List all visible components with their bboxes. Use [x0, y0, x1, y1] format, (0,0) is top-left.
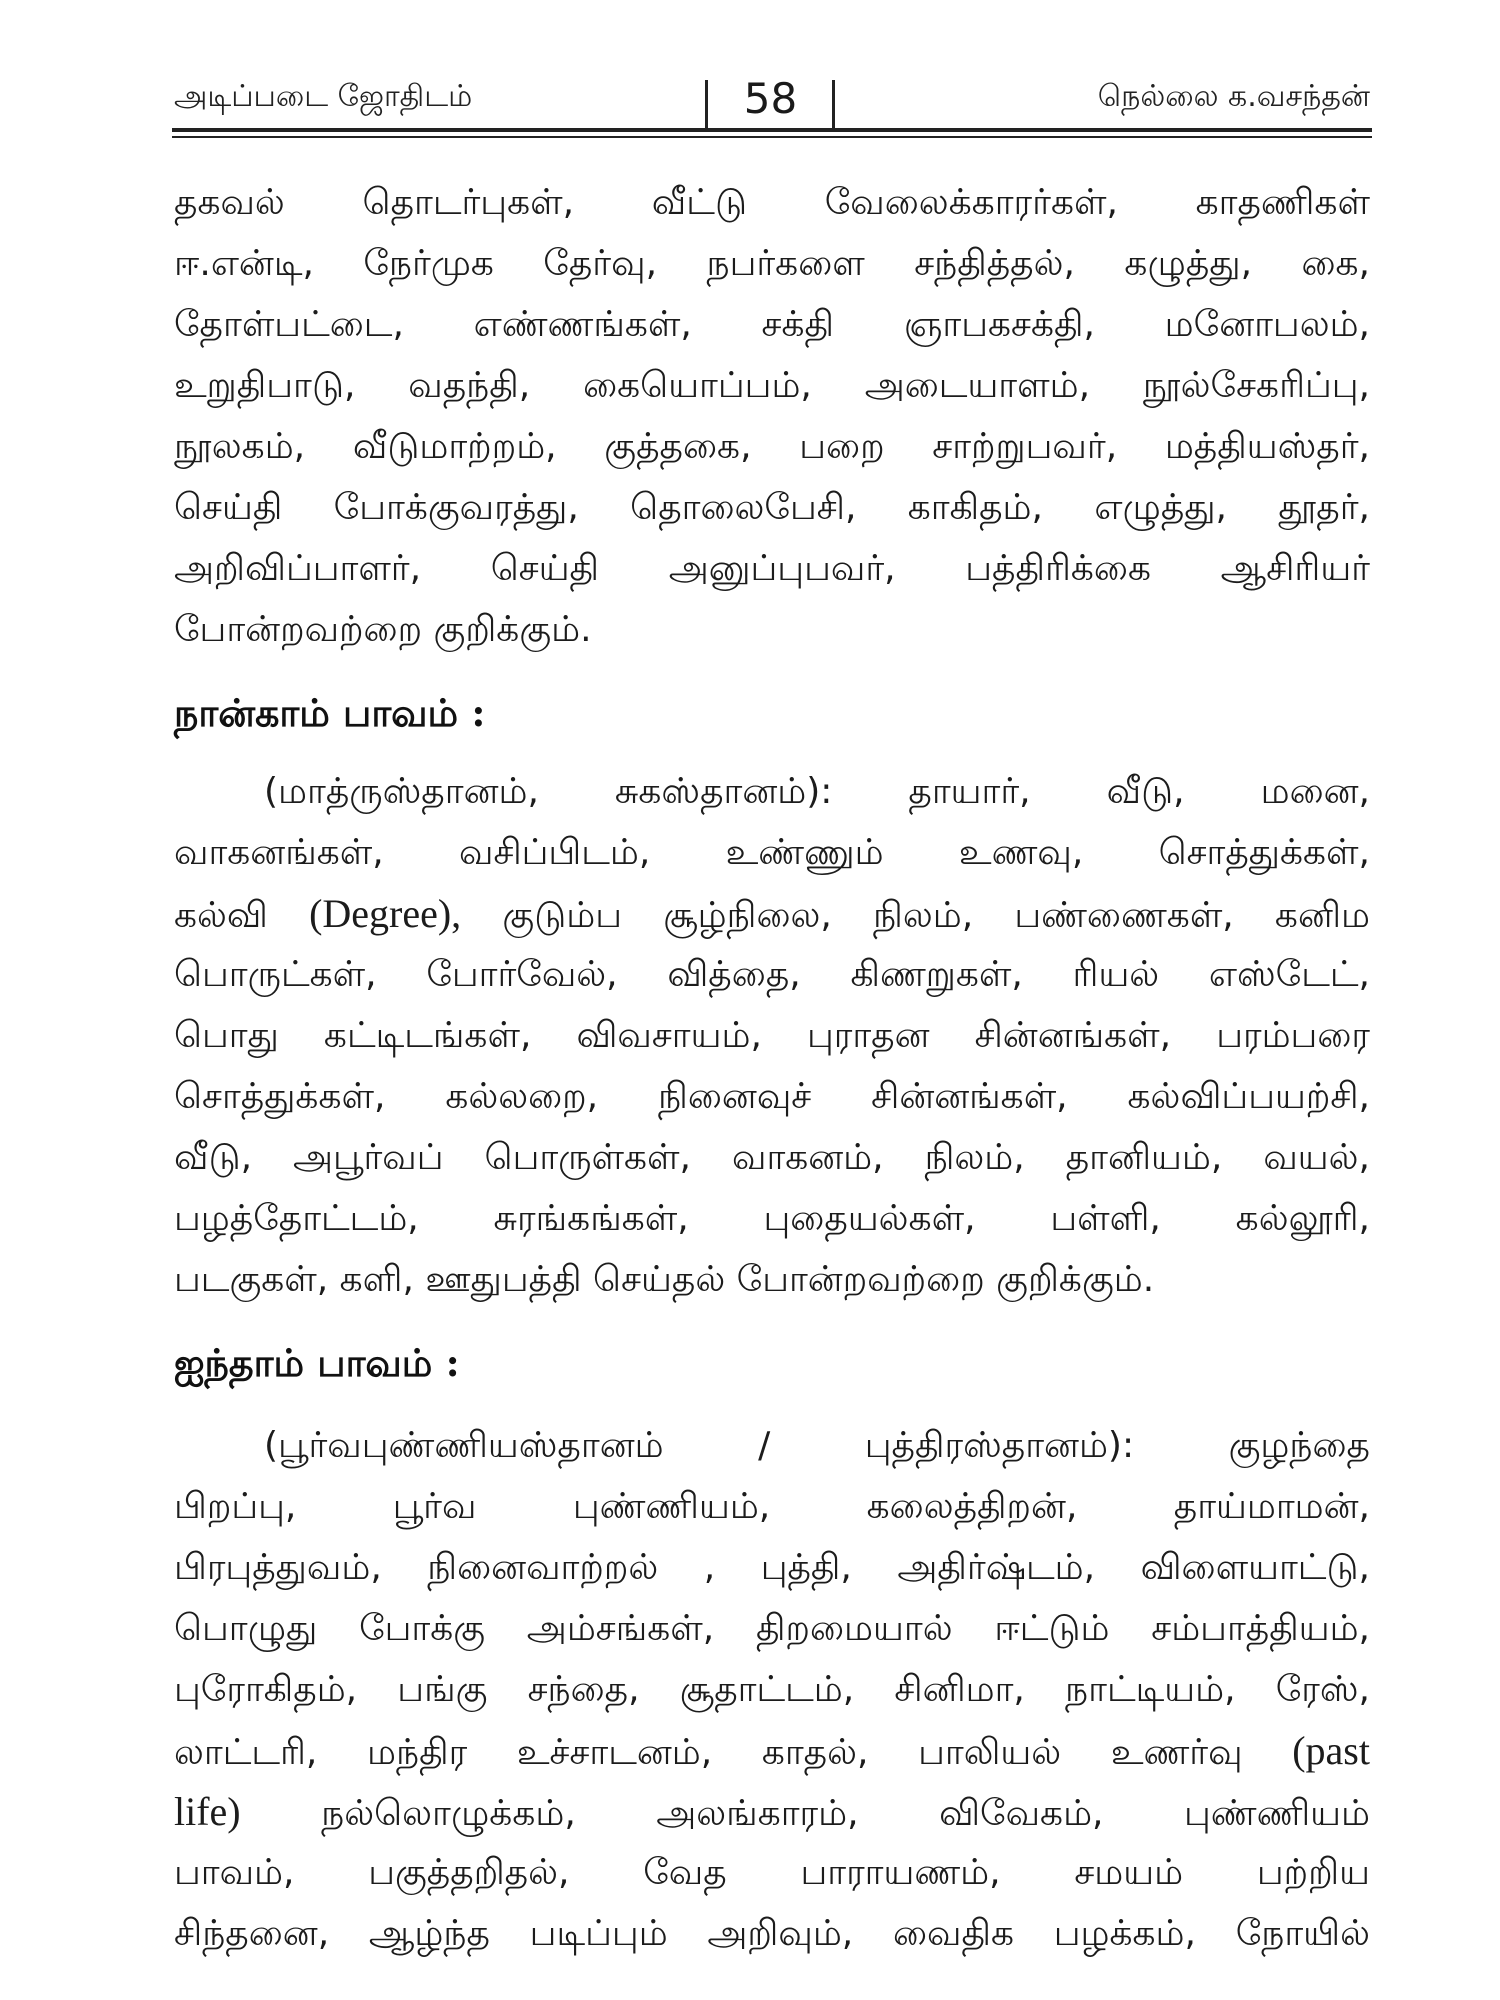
- section-heading: நான்காம் பாவம் :: [174, 690, 486, 735]
- running-title: அடிப்படை ஜோதிடம்: [174, 79, 473, 114]
- text-body: [174, 172, 1370, 1964]
- latin-term: life): [174, 1789, 241, 1834]
- paragraph: [174, 1415, 1370, 1964]
- text-line: வாகனங்கள், வசிப்பிடம், உண்ணும் உணவு, சொத்துக்கள்,: [174, 832, 1370, 873]
- text-line: செய்தி போக்குவரத்து, தொலைபேசி, காகிதம், எழுத்து, தூதர்,: [174, 487, 1370, 528]
- section-heading: ஐந்தாம் பாவம் :: [174, 1340, 460, 1385]
- text-line: அறிவிப்பாளர், செய்தி அனுப்புபவர், பத்திரிக்கை ஆசிரியர்: [174, 548, 1370, 589]
- text-line: படகுகள், களி, ஊதுபத்தி செய்தல் போன்றவற்றை குறிக்கும்.: [174, 1259, 1155, 1300]
- header-rule-thin: [172, 136, 1372, 138]
- text-line: சொத்துக்கள், கல்லறை, நினைவுச் சின்னங்கள், கல்விப்பயற்சி,: [174, 1076, 1370, 1117]
- text-line: பிறப்பு, பூர்வ புண்ணியம், கலைத்திறன், தாய்மாமன்,: [174, 1486, 1370, 1527]
- page-number-bar-right: [832, 80, 835, 128]
- text-line: தகவல் தொடர்புகள், வீட்டு வேலைக்காரர்கள், காதணிகள்: [174, 182, 1370, 223]
- text-line: சிந்தனை, ஆழ்ந்த படிப்பும் அறிவும், வைதிக பழக்கம், நோயில்: [174, 1913, 1370, 1954]
- text-line: போன்றவற்றை குறிக்கும்.: [174, 609, 592, 650]
- text-line: நூலகம், வீடுமாற்றம், குத்தகை, பறை சாற்றுபவர், மத்தியஸ்தர்,: [174, 426, 1370, 467]
- text-line: பொழுது போக்கு அம்சங்கள், திறமையால் ஈட்டும் சம்பாத்தியம்,: [174, 1608, 1370, 1649]
- text-line: (பூர்வபுண்ணியஸ்தானம் / புத்திரஸ்தானம்): குழந்தை: [264, 1425, 1370, 1466]
- page-number: 58: [743, 74, 798, 123]
- text-line: (மாத்ருஸ்தானம், சுகஸ்தானம்): தாயார், வீடு, மனை,: [264, 771, 1370, 812]
- paragraph: [174, 761, 1370, 1310]
- header-rule-thick: [172, 128, 1372, 132]
- text-line: தோள்பட்டை, எண்ணங்கள், சக்தி ஞாபகசக்தி, மனோபலம்,: [174, 304, 1370, 345]
- text-line: உறுதிபாடு, வதந்தி, கையொப்பம், அடையாளம், நூல்சேகரிப்பு,: [174, 365, 1370, 406]
- text-line: பொருட்கள், போர்வேல், வித்தை, கிணறுகள், ரியல் எஸ்டேட்,: [174, 954, 1370, 995]
- text-segment: லாட்டரி, மந்திர உச்சாடனம், காதல், பாலியல் உணர்வு: [174, 1732, 1293, 1773]
- text-line: [174, 883, 1370, 944]
- text-line: பழத்தோட்டம், சுரங்கங்கள், புதையல்கள், பள்ளி, கல்லூரி,: [174, 1198, 1370, 1239]
- author-name: நெல்லை க.வசந்தன்: [1097, 79, 1370, 114]
- text-segment: கல்வி: [174, 895, 310, 936]
- text-line: வீடு, அபூர்வப் பொருள்கள், வாகனம், நிலம், தானியம், வயல்,: [174, 1137, 1370, 1178]
- text-segment: நல்லொழுக்கம், அலங்காரம், விவேகம், புண்ணியம்: [240, 1793, 1370, 1834]
- text-line: புரோகிதம், பங்கு சந்தை, சூதாட்டம், சினிமா, நாட்டியம், ரேஸ்,: [174, 1669, 1370, 1710]
- text-line: பிரபுத்துவம், நினைவாற்றல் , புத்தி, அதிர்ஷ்டம், விளையாட்டு,: [174, 1547, 1370, 1588]
- text-line: [174, 1781, 1370, 1842]
- text-line: பொது கட்டிடங்கள், விவசாயம், புராதன சின்னங்கள், பரம்பரை: [174, 1015, 1370, 1056]
- latin-term: (past: [1292, 1728, 1370, 1773]
- paragraph: [174, 172, 1370, 660]
- text-line: பாவம், பகுத்தறிதல், வேத பாராயணம், சமயம் பற்றிய: [174, 1852, 1370, 1893]
- text-line: [174, 1720, 1370, 1781]
- latin-term: (Degree),: [309, 891, 462, 936]
- text-segment: குடும்ப சூழ்நிலை, நிலம், பண்ணைகள், கனிம: [461, 895, 1370, 936]
- text-line: ஈ.என்டி, நேர்முக தேர்வு, நபர்களை சந்தித்தல், கழுத்து, கை,: [174, 243, 1370, 284]
